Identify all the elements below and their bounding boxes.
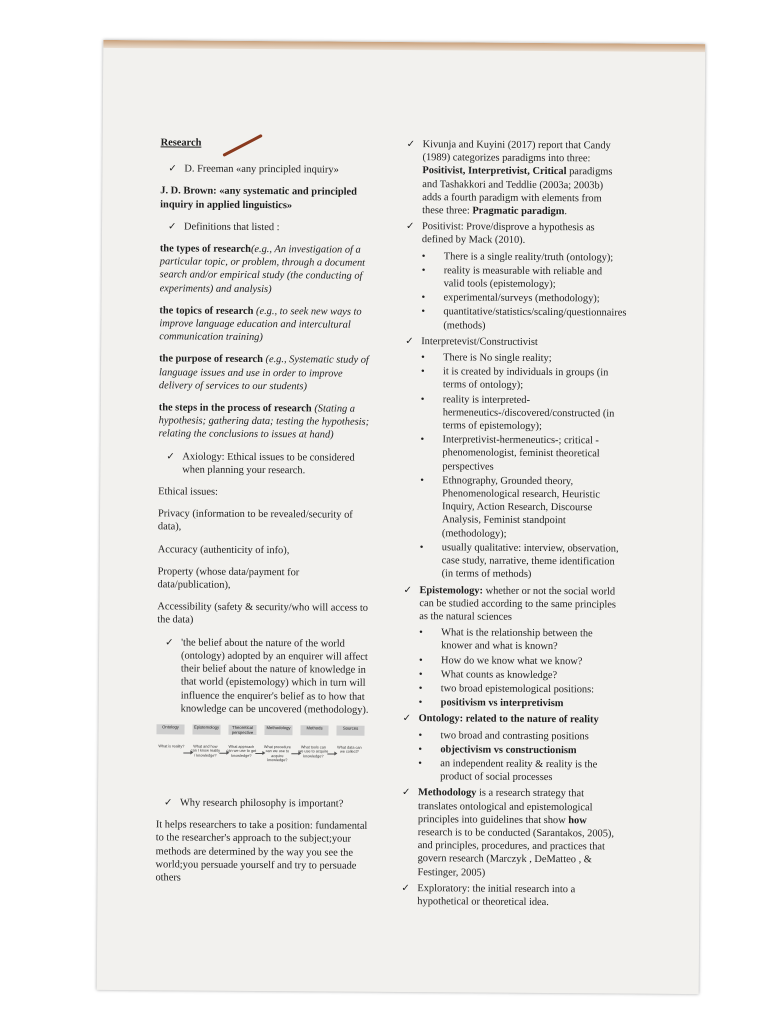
exploratory-item: ✓ Exploratory: the initial research into a hypothetical or theoretical idea. [399, 882, 617, 910]
diagram-box-ontology: Ontology [156, 724, 184, 734]
property-item: Property (whose data/payment for data/publication), [157, 566, 300, 591]
diagram-question: What and how can I know reality / knowledge? [190, 744, 221, 758]
kivunja-paragraph: ✓ Kivunja and Kuyini (2017) report that Candy (1989) categorizes paradigms into three: Positivist, Interpretivist, Critical paradigms and Tashakkori and Teddlie (2003a; 2003b) adds a fourth paradigm with elements from these three: Pragmatic paradigm. [404, 138, 623, 219]
privacy-item: Privacy (information to be revealed/security of data), [157, 508, 353, 533]
list-item: • it is created by individuals in groups (in terms of ontology); [443, 366, 621, 394]
belief-quote: ✓ 'the belief about the nature of the world (ontology) adopted by an enquirer will affect their belief about the nature of knowledge in that world (epistemology) which in turn will influence the enquirer's belief as to how that knowledge can be uncovered (methodology). [163, 636, 372, 717]
list-item: • usually qualitative: interview, observation, case study, narrative, theme identification (in terms of methods) [442, 541, 620, 582]
brown-definition: J. D. Brown: «any systematic and principled inquiry in applied linguistics» [160, 185, 357, 211]
purpose-of-research: the purpose of research (e.g., Systematic study of language issues and use in order to improve delivery of services to our students) [158, 353, 369, 393]
diagram-box-methods: Methods [300, 725, 328, 735]
ontology-list [400, 729, 618, 785]
list-item: • an independent reality & reality is the product of social processes [440, 757, 618, 785]
list-item: • What is the relationship between the knower and what is known? [441, 626, 619, 654]
axiology-item: ✓ Axiology: Ethical issues to be considered when planning your research. [164, 450, 372, 478]
diagram-question: What is reality? [158, 744, 185, 749]
diagram-question: What approach can we use to get knowledge? [226, 744, 257, 758]
topics-of-research: the topics of research (e.g., to seek new ways to improve language education and intercultural communication training) [159, 305, 362, 344]
freeman-definition: ✓ D. Freeman «any principled inquiry» [166, 163, 374, 178]
accuracy-item: Accuracy (authenticity of info), [157, 543, 290, 556]
list-item: • There is No single reality; [443, 351, 621, 365]
list-item: • reality is interpreted-hermeneutics-/discovered/constructed (in terms of epistemology); [443, 393, 621, 434]
section-heading: Research [160, 137, 202, 149]
diagram-box-epistemology: Epistemology [192, 724, 220, 734]
diagram-question: What data can we collect? [337, 745, 362, 755]
helps-paragraph: It helps researchers to take a position: fundamental to the researcher's approach to the subject;your methods are determined by the way you see the world;you persuade yourself and try to persuade others [155, 819, 368, 884]
ontology-heading: ✓ Ontology: related to the nature of reality [401, 712, 619, 727]
list-item: • positivism vs interpretivism [441, 696, 619, 710]
accessibility-item: Accessibility (safety & security/who will access to the data) [157, 601, 369, 627]
diagram-box-methodology: Methodology [264, 725, 292, 735]
left-column [155, 136, 374, 895]
list-item: • experimental/surveys (methodology); [443, 292, 621, 306]
definitions-intro: ✓ Definitions that listed : [166, 220, 374, 235]
interpretevist-list [402, 351, 622, 582]
interpretevist-heading: ✓ Interpretevist/Constructivist [403, 335, 621, 350]
epistemology-heading: ✓ Epistemology: whether or not the social world can be studied according to the same principles as the natural sciences [401, 584, 619, 625]
steps-of-research: the steps in the process of research (Stating a hypothesis; gathering data; testing the hypothesis; relating the conclusions to issues at hand) [158, 402, 370, 441]
list-item: • quantitative/statistics/scaling/questionnaires (methods) [443, 306, 621, 334]
list-item: • two broad epistemological positions: [441, 682, 619, 696]
document-page [97, 40, 706, 994]
diagram-question: What tools can we use to acquire knowledge? [298, 745, 329, 759]
ethical-issues-label: Ethical issues: [158, 486, 218, 498]
diagram-question: What procedure can we use to acquire knowledge? [263, 744, 291, 763]
list-item: • What counts as knowledge? [441, 668, 619, 682]
list-item: • How do we know what we know? [441, 654, 619, 668]
list-item: • There is a single reality/truth (ontology); [444, 250, 622, 264]
list-item: • objectivism vs constructionism [440, 743, 618, 757]
list-item: • reality is measurable with reliable and valid tools (epistemology); [444, 264, 622, 292]
list-item: • two broad and contrasting positions [440, 729, 618, 743]
methodology-paragraph: ✓ Methodology is a research strategy that translates ontological and epistemological principles into guidelines that show how research is to be conducted (Sarantakos, 2005), and principles, procedures, and practices that govern research (Marczyk , DeMatteo , & Festinger, 2005) [399, 786, 618, 880]
right-column [399, 138, 627, 913]
positivist-list [403, 250, 627, 334]
epistemology-list [401, 626, 620, 711]
why-philosophy: ✓ Why research philosophy is important? [162, 796, 370, 811]
diagram-box-theoretical: Theoretical perspective [228, 725, 256, 735]
list-item: • Interpretivist-hermeneutics-; critical - phenomenologist, feminist theoretical perspectives [442, 434, 620, 475]
types-of-research: the types of research(e.g., An investigation of a particular topic, or problem, through a document search and/or empirical study (the conducting of experiments) and analysis) [159, 243, 366, 295]
list-item: • Ethnography, Grounded theory, Phenomenological research, Heuristic Inquiry, Action Research, Discourse Analysis, Feminist standpoint (methodology); [442, 474, 620, 541]
positivist-heading: ✓ Positivist: Prove/disprove a hypothesis as defined by Mack (2010). [404, 220, 622, 248]
research-flow-diagram [156, 724, 370, 787]
diagram-box-sources: Sources [336, 725, 364, 735]
